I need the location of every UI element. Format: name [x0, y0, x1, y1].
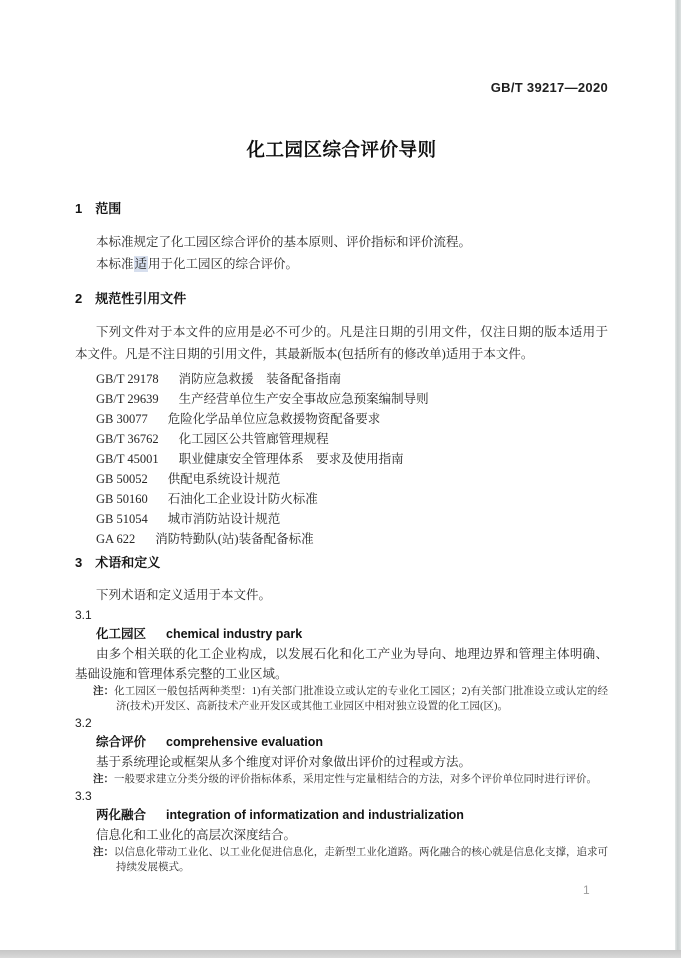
document-page [75, 0, 608, 875]
reference-item [96, 489, 608, 509]
section-1-number: 1 [75, 201, 83, 216]
section-2-number: 2 [75, 291, 83, 306]
term-zh: 两化融合 [96, 808, 147, 822]
term-en: chemical industry park [166, 627, 303, 641]
term-note [93, 772, 608, 787]
reference-code: GB 51054 [96, 512, 148, 526]
term-block-3-3 [75, 787, 608, 875]
reference-code: GB 30077 [96, 412, 148, 426]
term-definition: 基于系统理论或框架从多个维度对评价对象做出评价的过程或方法。 [96, 755, 472, 769]
term-definition: 信息化和工业化的高层次深度结合。 [96, 828, 297, 842]
reference-item [96, 529, 608, 549]
section-2-title: 规范性引用文件 [95, 291, 187, 306]
scope-p2-pre: 本标准 [96, 257, 134, 271]
term-en: integration of informatization and industrialization [166, 808, 464, 822]
reference-code: GB/T 29178 [96, 372, 159, 386]
normative-references-list [75, 369, 608, 549]
term-note [93, 684, 608, 714]
terms-intro: 下列术语和定义适用于本文件。 [96, 588, 272, 602]
page-scan-edge-right [675, 0, 681, 951]
scope-paragraph-2 [75, 253, 608, 275]
reference-code: GB 50160 [96, 492, 148, 506]
reference-title: 职业健康安全管理体系 要求及使用指南 [178, 452, 404, 466]
highlighted-character: 适 [134, 257, 148, 271]
reference-title: 化工园区公共管廊管理规程 [178, 432, 329, 446]
term-definition: 由多个相关联的化工企业构成，以发展石化和化工产业为导向、地理边界和管理主体明确、基础设施和管理体系完整的工业区域。 [75, 647, 608, 681]
reference-item [96, 469, 608, 489]
normative-references-intro: 下列文件对于本文件的应用是必不可少的。凡是注日期的引用文件，仅注日期的版本适用于本文件。凡是不注日期的引用文件，其最新版本(包括所有的修改单)适用于本文件。 [75, 325, 608, 361]
section-2-heading [75, 291, 608, 307]
page-number: 1 [583, 883, 590, 897]
section-3-title: 术语和定义 [95, 555, 161, 570]
term-heading [75, 624, 608, 644]
term-zh: 综合评价 [96, 735, 147, 749]
reference-title: 石油化工企业设计防火标准 [167, 492, 318, 506]
note-text: 一般要求建立分类分级的评价指标体系，采用定性与定量相结合的方法，对多个评价单位同时进行评价。 [114, 774, 597, 785]
section-3-number: 3 [75, 555, 83, 570]
note-text: 以信息化带动工业化、以工业化促进信息化，走新型工业化道路。两化融合的核心就是信息化支撑，追求可持续发展模式。 [114, 847, 609, 873]
standard-number: GB/T 39217—2020 [490, 80, 608, 95]
term-zh: 化工园区 [96, 627, 147, 641]
term-heading [75, 805, 608, 825]
reference-code: GB 50052 [96, 472, 148, 486]
note-label: 注： [93, 685, 115, 697]
term-block-3-2 [75, 714, 608, 787]
reference-title: 危险化学品单位应急救援物资配备要求 [167, 412, 381, 426]
reference-title: 生产经营单位生产安全事故应急预案编制导则 [178, 392, 429, 406]
term-number: 3.2 [75, 716, 92, 730]
reference-item [96, 509, 608, 529]
scope-paragraph-1: 本标准规定了化工园区综合评价的基本原则、评价指标和评价流程。 [96, 235, 472, 249]
reference-code: GA 622 [96, 532, 136, 546]
reference-item [96, 369, 608, 389]
reference-item [96, 409, 608, 429]
reference-title: 供配电系统设计规范 [167, 472, 281, 486]
term-heading [75, 732, 608, 752]
reference-code: GB/T 45001 [96, 452, 159, 466]
reference-code: GB/T 36762 [96, 432, 159, 446]
term-en: comprehensive evaluation [166, 735, 324, 749]
section-3-heading [75, 555, 608, 571]
reference-title: 消防特勤队(站)装备配备标准 [155, 532, 314, 546]
section-1-title: 范围 [95, 201, 122, 216]
section-1-heading [75, 201, 608, 217]
term-note [93, 845, 608, 875]
note-text: 化工园区一般包括两种类型：1)有关部门批准设立或认定的专业化工园区；2)有关部门批准设立或认定的经济(技术)开发区、高新技术产业开发区或其他工业园区中相对独立设置的化工园(区)。 [114, 686, 608, 712]
term-number: 3.3 [75, 789, 92, 803]
note-label: 注： [93, 773, 114, 785]
reference-item [96, 449, 608, 469]
term-block-3-1 [75, 606, 608, 714]
scope-p2-post: 用于化工园区的综合评价。 [148, 257, 299, 271]
term-number: 3.1 [75, 608, 92, 622]
reference-title: 消防应急救援 装备配备指南 [178, 372, 342, 386]
reference-item [96, 429, 608, 449]
document-title: 化工园区综合评价导则 [246, 139, 437, 160]
reference-code: GB/T 29639 [96, 392, 159, 406]
page-scan-edge-bottom [0, 950, 681, 958]
reference-item [96, 389, 608, 409]
reference-title: 城市消防站设计规范 [167, 512, 281, 526]
note-label: 注： [93, 846, 115, 858]
